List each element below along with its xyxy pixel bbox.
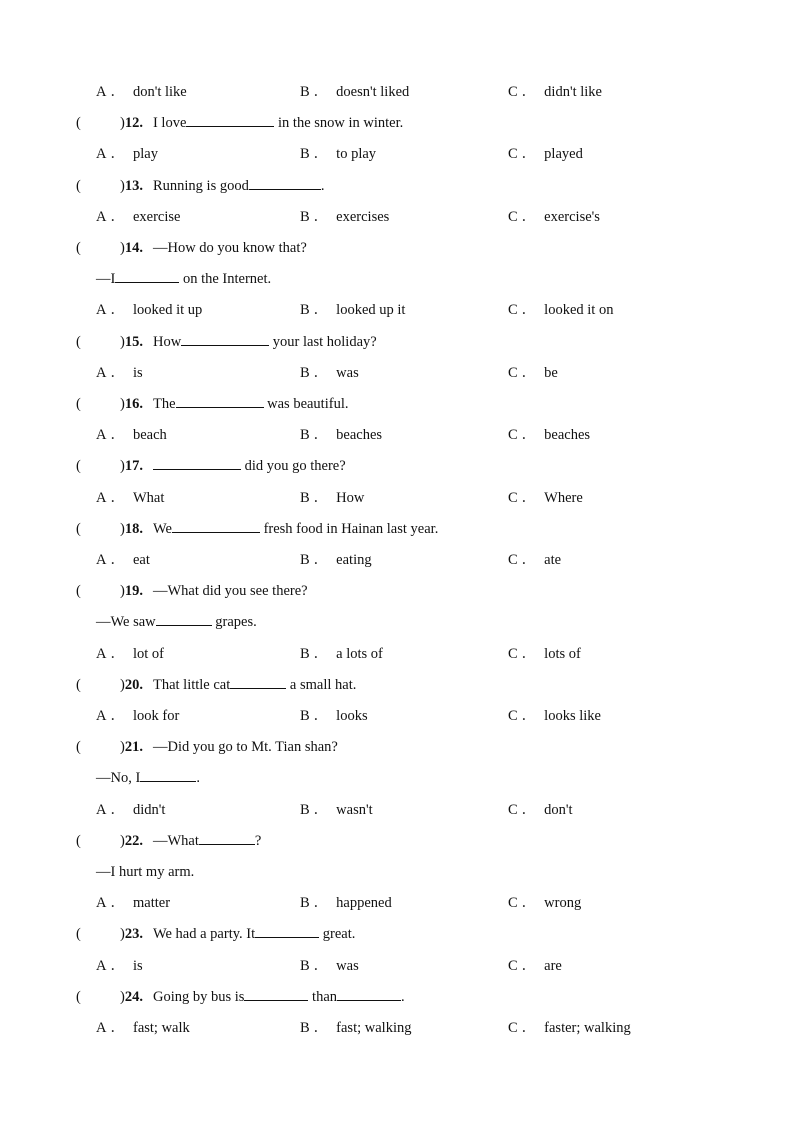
answer-paren-close: ) xyxy=(120,396,125,412)
option-c[interactable] xyxy=(508,487,583,509)
option-a[interactable] xyxy=(96,799,165,821)
option-text: fast; walking xyxy=(336,1020,412,1036)
question-number: 16. xyxy=(124,396,143,412)
option-dot: ． xyxy=(110,302,125,318)
question-number: 19. xyxy=(124,583,143,599)
option-letter: B xyxy=(300,490,310,506)
answer-paren-open[interactable]: ( xyxy=(76,240,81,256)
answer-blank[interactable] xyxy=(337,986,401,1001)
answer-blank[interactable] xyxy=(176,393,264,408)
option-text: exercise xyxy=(132,209,181,225)
reply-line xyxy=(96,611,257,633)
option-a[interactable] xyxy=(96,1017,190,1039)
option-text: lot of xyxy=(132,646,164,662)
option-c[interactable] xyxy=(508,892,581,914)
option-text: doesn't liked xyxy=(336,84,410,100)
answer-paren-open[interactable]: ( xyxy=(76,739,81,755)
option-text: is xyxy=(132,365,143,381)
option-letter: A xyxy=(96,1020,107,1036)
option-letter: A xyxy=(96,209,107,225)
option-letter: B xyxy=(300,552,310,568)
question-line xyxy=(76,112,403,134)
option-letter: A xyxy=(96,302,107,318)
option-c[interactable] xyxy=(508,1017,631,1039)
option-dot: ． xyxy=(521,895,537,911)
option-dot: ． xyxy=(110,708,125,724)
options-row xyxy=(0,643,794,665)
option-dot: ． xyxy=(313,958,329,974)
option-dot: ． xyxy=(521,958,537,974)
answer-paren-open[interactable]: ( xyxy=(76,989,81,1005)
option-letter: C xyxy=(508,552,518,568)
option-dot: ． xyxy=(110,365,125,381)
answer-paren-open[interactable]: ( xyxy=(76,833,81,849)
option-text: beaches xyxy=(336,427,383,443)
option-dot: ． xyxy=(521,490,537,506)
option-letter: A xyxy=(96,802,107,818)
option-dot: ． xyxy=(313,708,329,724)
option-c[interactable] xyxy=(508,424,590,446)
answer-blank[interactable] xyxy=(153,455,241,470)
answer-paren-close: ) xyxy=(120,677,125,693)
question-number: 20. xyxy=(124,677,143,693)
answer-paren-close: ) xyxy=(120,458,125,474)
option-letter: A xyxy=(96,958,107,974)
question-number: 24. xyxy=(124,989,143,1005)
question-text: —What did you see there? xyxy=(152,583,308,599)
option-a[interactable] xyxy=(96,81,187,103)
answer-blank[interactable] xyxy=(230,674,286,689)
option-dot: ． xyxy=(110,209,125,225)
reply-line: —I hurt my arm. xyxy=(96,864,195,880)
question-text-pre: We had a party. It xyxy=(152,926,256,942)
question-text-post: . xyxy=(320,178,325,194)
option-letter: B xyxy=(300,708,310,724)
option-text: fast; walk xyxy=(132,1020,190,1036)
option-letter: C xyxy=(508,490,518,506)
answer-blank[interactable] xyxy=(249,175,321,190)
option-letter: B xyxy=(300,427,310,443)
option-dot: ． xyxy=(313,84,329,100)
options-row xyxy=(0,1017,794,1039)
reply-text-post: grapes. xyxy=(211,614,257,630)
option-text: wrong xyxy=(544,895,582,911)
option-dot: ． xyxy=(110,958,125,974)
answer-blank[interactable] xyxy=(140,767,196,782)
question-text-pre: I love xyxy=(152,115,187,131)
question-row xyxy=(0,923,794,945)
option-letter: A xyxy=(96,708,107,724)
answer-paren-open[interactable]: ( xyxy=(76,396,81,412)
option-text: played xyxy=(544,146,583,162)
option-letter: A xyxy=(96,427,107,443)
option-text: be xyxy=(544,365,558,381)
option-b[interactable] xyxy=(300,206,389,228)
question-line xyxy=(76,736,338,758)
answer-paren-open[interactable]: ( xyxy=(76,115,81,131)
option-dot: ． xyxy=(110,895,125,911)
question-text-pre: That little cat xyxy=(152,677,231,693)
option-letter: C xyxy=(508,302,518,318)
option-text: lots of xyxy=(544,646,581,662)
option-dot: ． xyxy=(313,802,329,818)
option-b[interactable] xyxy=(300,892,392,914)
question-row xyxy=(0,986,794,1008)
option-a[interactable] xyxy=(96,299,202,321)
option-dot: ． xyxy=(521,365,537,381)
option-c[interactable] xyxy=(508,299,613,321)
question-text: —How do you know that? xyxy=(152,240,307,256)
option-letter: C xyxy=(508,958,518,974)
question-number: 17. xyxy=(124,458,143,474)
option-text: matter xyxy=(132,895,171,911)
option-a[interactable] xyxy=(96,955,143,977)
options-row xyxy=(0,705,794,727)
option-dot: ． xyxy=(521,302,537,318)
option-letter: B xyxy=(300,146,310,162)
option-text: looks xyxy=(336,708,368,724)
option-dot: ． xyxy=(521,646,537,662)
option-dot: ． xyxy=(313,1020,329,1036)
option-text: eat xyxy=(132,552,150,568)
option-b[interactable] xyxy=(300,955,359,977)
option-text: happened xyxy=(336,895,392,911)
option-dot: ． xyxy=(313,646,329,662)
option-b[interactable] xyxy=(300,549,372,571)
option-letter: A xyxy=(96,895,107,911)
answer-blank[interactable] xyxy=(156,611,212,626)
option-text: How xyxy=(336,490,365,506)
question-row xyxy=(0,393,794,415)
question-text-post: was beautiful. xyxy=(263,396,349,412)
option-dot: ． xyxy=(110,646,125,662)
option-dot: ． xyxy=(521,708,537,724)
option-c[interactable] xyxy=(508,549,561,571)
answer-paren-close: ) xyxy=(120,989,125,1005)
option-dot: ． xyxy=(313,552,329,568)
option-c[interactable] xyxy=(508,81,602,103)
reply-text-pre: —We saw xyxy=(96,614,156,630)
question-line xyxy=(76,455,346,477)
option-text: looked up it xyxy=(336,302,406,318)
answer-paren-open[interactable]: ( xyxy=(76,677,81,693)
option-dot: ． xyxy=(110,552,125,568)
option-b[interactable] xyxy=(300,643,383,665)
options-row xyxy=(0,549,794,571)
option-letter: B xyxy=(300,84,310,100)
question-number: 14. xyxy=(124,240,143,256)
question-line xyxy=(76,518,438,540)
answer-paren-open[interactable]: ( xyxy=(76,178,81,194)
option-b[interactable] xyxy=(300,487,364,509)
question-line xyxy=(76,331,377,353)
question-text-post: ? xyxy=(254,833,262,849)
options-row xyxy=(0,143,794,165)
question-line xyxy=(76,175,324,197)
options-row xyxy=(0,487,794,509)
reply-text-pre: —I xyxy=(96,271,116,287)
question-line xyxy=(76,580,308,602)
options-row xyxy=(0,299,794,321)
question-text-mid: than xyxy=(308,989,338,1005)
answer-blank[interactable] xyxy=(186,112,274,127)
option-text: exercise's xyxy=(544,209,600,225)
option-dot: ． xyxy=(110,84,125,100)
answer-paren-open[interactable]: ( xyxy=(76,583,81,599)
question-text-post: a small hat. xyxy=(286,677,357,693)
option-letter: C xyxy=(508,146,518,162)
answer-paren-open[interactable]: ( xyxy=(76,334,81,350)
reply-row xyxy=(0,767,794,789)
reply-line xyxy=(96,268,271,290)
question-row xyxy=(0,580,794,602)
option-b[interactable] xyxy=(300,424,382,446)
option-letter: B xyxy=(300,646,310,662)
options-row xyxy=(0,206,794,228)
answer-paren-close: ) xyxy=(120,833,125,849)
option-text: looks like xyxy=(544,708,601,724)
question-line xyxy=(76,674,356,696)
option-a[interactable] xyxy=(96,705,179,727)
option-letter: C xyxy=(508,427,518,443)
question-line xyxy=(76,986,405,1008)
question-row xyxy=(0,237,794,259)
option-dot: ． xyxy=(313,427,329,443)
option-text: Where xyxy=(544,490,583,506)
options-row xyxy=(0,892,794,914)
option-letter: B xyxy=(300,895,310,911)
option-dot: ． xyxy=(313,490,329,506)
reply-row xyxy=(0,268,794,290)
question-number: 15. xyxy=(124,334,143,350)
answer-paren-close: ) xyxy=(120,583,125,599)
option-letter: A xyxy=(96,146,107,162)
answer-blank[interactable] xyxy=(181,331,269,346)
option-a[interactable] xyxy=(96,143,158,165)
option-b[interactable] xyxy=(300,81,409,103)
option-b[interactable] xyxy=(300,362,359,384)
question-text-pre: We xyxy=(152,521,172,537)
option-letter: C xyxy=(508,365,518,381)
question-line xyxy=(76,830,261,852)
question-text-post: great. xyxy=(319,926,356,942)
option-dot: ． xyxy=(521,84,537,100)
option-dot: ． xyxy=(313,302,329,318)
option-b[interactable] xyxy=(300,799,373,821)
answer-paren-close: ) xyxy=(120,178,125,194)
question-number: 21. xyxy=(124,739,143,755)
answer-paren-close: ) xyxy=(120,521,125,537)
option-a[interactable] xyxy=(96,206,180,228)
option-text: is xyxy=(132,958,143,974)
answer-blank[interactable] xyxy=(199,830,255,845)
option-dot: ． xyxy=(521,209,537,225)
answer-paren-close: ) xyxy=(120,240,125,256)
option-dot: ． xyxy=(110,146,125,162)
question-number: 12. xyxy=(124,115,143,131)
option-dot: ． xyxy=(521,146,537,162)
option-text: don't like xyxy=(132,84,187,100)
option-dot: ． xyxy=(110,427,125,443)
question-text-post: . xyxy=(401,989,405,1005)
option-letter: B xyxy=(300,302,310,318)
question-text-post: your last holiday? xyxy=(269,334,377,350)
question-line xyxy=(76,393,348,415)
reply-text-post: on the Internet. xyxy=(179,271,272,287)
option-c[interactable] xyxy=(508,955,562,977)
reply-line xyxy=(96,767,200,789)
option-text: was xyxy=(336,365,359,381)
option-text: faster; walking xyxy=(544,1020,631,1036)
option-c[interactable] xyxy=(508,643,581,665)
option-letter: A xyxy=(96,646,107,662)
question-text-pre: Running is good xyxy=(152,178,249,194)
question-number: 22. xyxy=(124,833,143,849)
option-a[interactable] xyxy=(96,424,167,446)
question-number: 13. xyxy=(124,178,143,194)
question-row xyxy=(0,455,794,477)
options-row xyxy=(0,424,794,446)
question-row xyxy=(0,830,794,852)
options-row xyxy=(0,799,794,821)
option-dot: ． xyxy=(521,1020,537,1036)
option-dot: ． xyxy=(313,365,329,381)
question-text-pre: —What xyxy=(152,833,199,849)
answer-blank[interactable] xyxy=(255,923,319,938)
option-c[interactable] xyxy=(508,799,573,821)
option-letter: C xyxy=(508,84,518,100)
answer-paren-close: ) xyxy=(120,115,125,131)
question-text-pre: The xyxy=(152,396,176,412)
option-b[interactable] xyxy=(300,705,368,727)
option-dot: ． xyxy=(521,552,537,568)
answer-blank[interactable] xyxy=(244,986,308,1001)
answer-paren-open[interactable]: ( xyxy=(76,458,81,474)
options-row xyxy=(0,955,794,977)
option-letter: B xyxy=(300,958,310,974)
option-text: What xyxy=(132,490,165,506)
option-text: didn't xyxy=(132,802,166,818)
option-letter: C xyxy=(508,802,518,818)
option-c[interactable] xyxy=(508,362,558,384)
question-row xyxy=(0,674,794,696)
option-c[interactable] xyxy=(508,705,601,727)
question-row xyxy=(0,112,794,134)
option-letter: A xyxy=(96,490,107,506)
option-dot: ． xyxy=(110,490,125,506)
option-a[interactable] xyxy=(96,643,164,665)
option-dot: ． xyxy=(110,1020,125,1036)
option-letter: B xyxy=(300,1020,310,1036)
option-letter: A xyxy=(96,552,107,568)
option-dot: ． xyxy=(521,427,537,443)
answer-blank[interactable] xyxy=(172,518,260,533)
option-b[interactable] xyxy=(300,143,376,165)
option-letter: B xyxy=(300,365,310,381)
option-letter: C xyxy=(508,895,518,911)
option-text: exercises xyxy=(336,209,390,225)
question-row xyxy=(0,331,794,353)
option-dot: ． xyxy=(110,802,125,818)
option-letter: C xyxy=(508,209,518,225)
answer-paren-close: ) xyxy=(120,334,125,350)
reply-text-post: . xyxy=(196,770,200,786)
question-number: 23. xyxy=(124,926,143,942)
option-b[interactable] xyxy=(300,299,405,321)
option-c[interactable] xyxy=(508,143,583,165)
question-line xyxy=(76,923,355,945)
question-text-post: did you go there? xyxy=(240,458,346,474)
option-dot: ． xyxy=(313,895,329,911)
option-a[interactable] xyxy=(96,362,143,384)
option-text: didn't like xyxy=(544,84,602,100)
option-text: are xyxy=(544,958,562,974)
option-letter: B xyxy=(300,802,310,818)
question-row xyxy=(0,175,794,197)
question-row xyxy=(0,518,794,540)
question-text-pre: Going by bus is xyxy=(152,989,245,1005)
question-text-post: fresh food in Hainan last year. xyxy=(259,521,439,537)
option-text: beaches xyxy=(544,427,591,443)
option-letter: A xyxy=(96,84,107,100)
question-text-post: in the snow in winter. xyxy=(274,115,404,131)
option-text: looked it up xyxy=(132,302,203,318)
reply-row xyxy=(0,861,794,883)
option-text: play xyxy=(132,146,158,162)
answer-paren-close: ) xyxy=(120,739,125,755)
option-letter: B xyxy=(300,209,310,225)
question-row xyxy=(0,736,794,758)
option-letter: A xyxy=(96,365,107,381)
option-dot: ． xyxy=(521,802,537,818)
question-text: —Did you go to Mt. Tian shan? xyxy=(152,739,338,755)
option-dot: ． xyxy=(313,209,329,225)
answer-paren-open[interactable]: ( xyxy=(76,926,81,942)
option-a[interactable] xyxy=(96,549,150,571)
question-line xyxy=(76,237,307,259)
option-a[interactable] xyxy=(96,487,164,509)
option-text: looked it on xyxy=(544,302,614,318)
option-b[interactable] xyxy=(300,1017,411,1039)
option-text: ate xyxy=(544,552,562,568)
option-letter: C xyxy=(508,1020,518,1036)
answer-paren-open[interactable]: ( xyxy=(76,521,81,537)
options-row xyxy=(0,362,794,384)
option-dot: ． xyxy=(313,146,329,162)
reply-row xyxy=(0,611,794,633)
option-text: was xyxy=(336,958,359,974)
question-text-pre: How xyxy=(152,334,182,350)
reply-text-pre: —No, I xyxy=(96,770,141,786)
option-text: wasn't xyxy=(336,802,373,818)
option-text: look for xyxy=(132,708,180,724)
answer-blank[interactable] xyxy=(115,268,179,283)
option-c[interactable] xyxy=(508,206,600,228)
option-text: a lots of xyxy=(336,646,383,662)
option-a[interactable] xyxy=(96,892,170,914)
options-row xyxy=(0,81,794,103)
option-text: to play xyxy=(336,146,377,162)
option-letter: C xyxy=(508,646,518,662)
option-letter: C xyxy=(508,708,518,724)
answer-paren-close: ) xyxy=(120,926,125,942)
option-text: eating xyxy=(336,552,372,568)
question-number: 18. xyxy=(124,521,143,537)
option-text: don't xyxy=(544,802,573,818)
option-text: beach xyxy=(132,427,167,443)
